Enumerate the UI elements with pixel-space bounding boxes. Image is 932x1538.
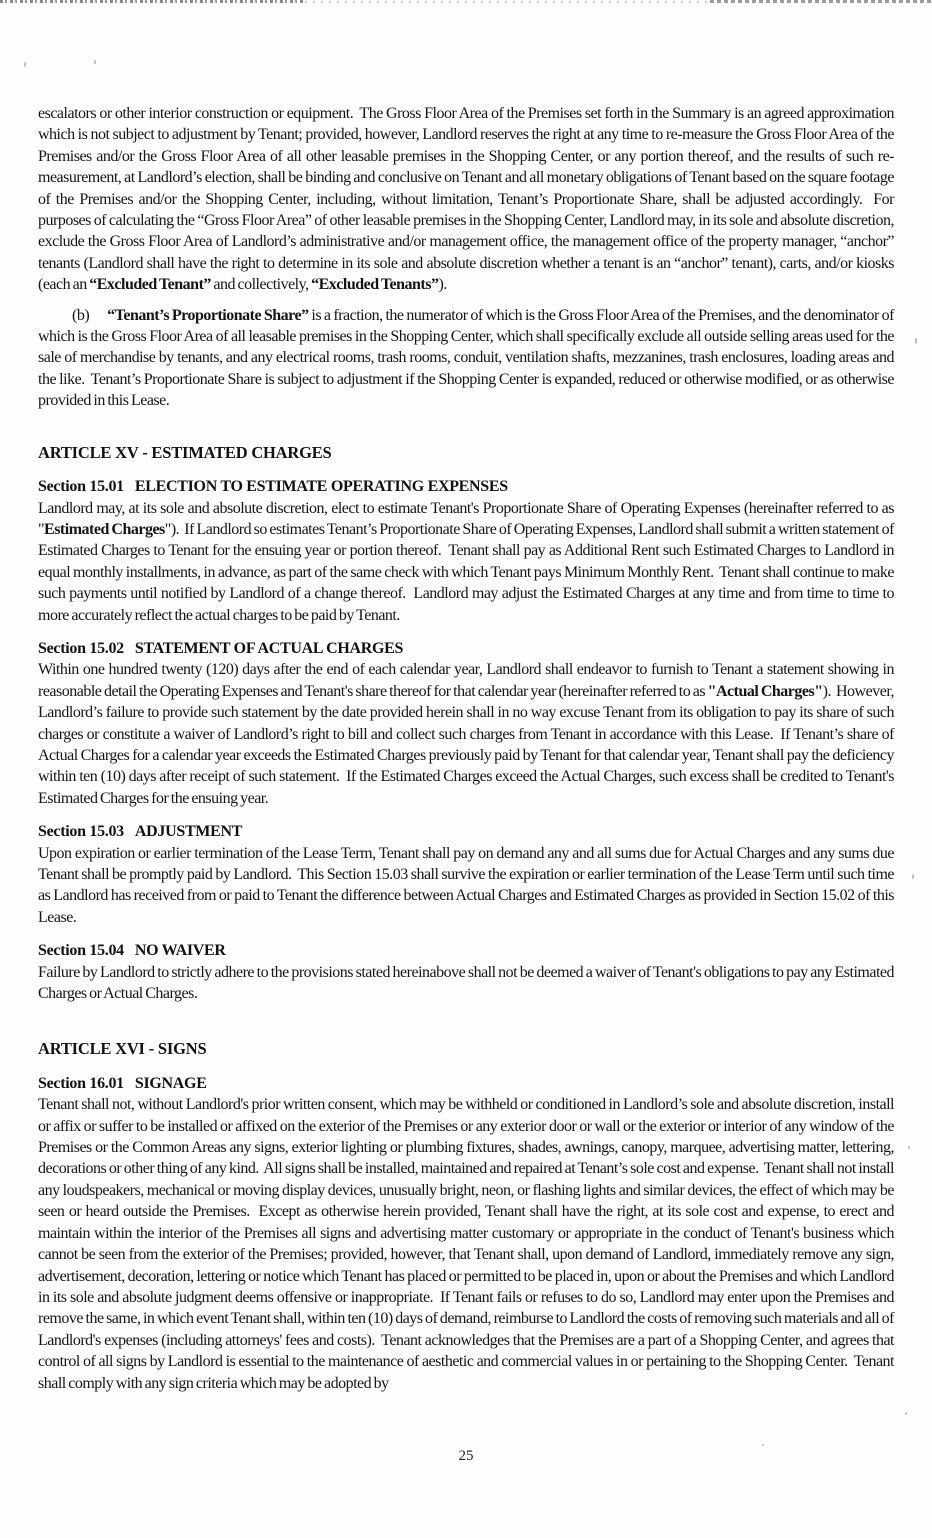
scan-speck: [762, 1444, 764, 1446]
body-text: Within one hundred twenty (120) days after the end of each calendar year, Landlord shall endeavor to furnish to Tenant a statement showing in reasonable detail the Operating Expenses and Tenant's share thereof for that calendar year (hereinafter referred to as: [38, 661, 894, 700]
section-16-01-body: Tenant shall not, without Landlord's prior written consent, which may be withheld or conditioned in Landlord’s sole and absolute discretion, install or affix or suffer to be installed or affixed on the exterior of the Premises or any exterior door or wall or the exterior or interior of any window of the Premises or the Common Areas any signs, exterior lighting or plumbing fixtures, shades, awnings, canopy, marquee, advertising matter, lettering, decorations or other thing of any kind. All signs shall be installed, maintained and repaired at Tenant’s sole cost and expense. Tenant shall not install any loudspeakers, mechanical or moving display devices, unusually bright, neon, or flashing lights and similar devices, the effect of which may be seen or heard outside the Premises. Except as otherwise herein provided, Tenant shall have the right, at its sole cost and expense, to erect and maintain within the interior of the Premises all signs and advertising matter customary or appropriate in the conduct of Tenant's business which cannot be seen from the exterior of the Premises; provided, however, that Tenant shall, upon demand of Landlord, immediately remove any sign, advertisement, decoration, lettering or notice which Tenant has placed or permitted to be placed in, upon or about the Premises and which Landlord in its sole and absolute judgment deems offensive or inappropriate. If Tenant fails or refuses to do so, Landlord may enter upon the Premises and remove the same, in which event Tenant shall, within ten (10) days of demand, reimburse to Landlord the costs of removing such materials and all of Landlord's expenses (including attorneys' fees and costs). Tenant acknowledges that the Premises are a part of a Shopping Center, and agrees that control of all signs by Landlord is essential to the maintenance of aesthetic and commercial values in or pertaining to the Shopping Center. Tenant shall comply with any sign criteria which may be adopted by: [38, 1096, 894, 1392]
section-16-01-heading: [38, 1073, 894, 1094]
page-content: [38, 103, 894, 1394]
section-title: ELECTION TO ESTIMATE OPERATING EXPENSES: [134, 478, 508, 496]
body-text: Landlord may, at its sole and absolute discretion, elect to estimate Tenant's Proportionate Share of Operating Expenses (hereinafter referred to as ": [38, 499, 894, 538]
section-15-04-body: Failure by Landlord to strictly adhere to the provisions stated hereinabove shall not be deemed a waiver of Tenant's obligations to pay any Estimated Charges or Actual Charges.: [38, 963, 894, 1003]
defined-term-estimated-charges: Estimated Charges: [44, 520, 165, 538]
paragraph-tenants-proportionate-share: [38, 305, 894, 412]
section-15-02-heading: [38, 638, 894, 659]
section-number: Section 15.02: [38, 639, 124, 657]
section-title: ADJUSTMENT: [134, 823, 243, 841]
article-xv-heading: ARTICLE XV - ESTIMATED CHARGES: [38, 442, 332, 462]
defined-term-actual-charges: "Actual Charges": [707, 682, 823, 700]
body-text: ).: [438, 276, 447, 294]
section-number: Section 16.01: [38, 1074, 124, 1092]
scan-speck: [23, 62, 26, 67]
scan-artifact-top-middle: [305, 1, 710, 3]
scan-artifact-top-left: [0, 0, 305, 3]
scan-speck: [94, 60, 97, 64]
section-15-01-heading: [38, 476, 894, 497]
body-text: escalators or other interior construction or equipment. The Gross Floor Area of the Premises set forth in the Summary is an agreed approximation which is not subject to adjustment by Tenant; provided, however, Landlord reserves the right at any time to re-measure the Gross Floor Area of the Premises and/or the Gross Floor Area of all other leasable premises in the Shopping Center, or any portion thereof, and the results of such re-measurement, at Landlord’s election, shall be binding and conclusive on Tenant and all monetary obligations of Tenant based on the square footage of the Premises and/or the Shopping Center, including, without limitation, Tenant’s Proportionate Share, shall be adjusted accordingly. For purposes of calculating the “Gross Floor Area” of other leasable premises in the Shopping Center, Landlord may, in its sole and absolute discretion, exclude the Gross Floor Area of Landlord’s administrative and/or management office, the management office of the property manager, “anchor” tenants (Landlord shall have the right to determine in its sole and absolute discretion whether a tenant is an “anchor” tenant), carts, and/or kiosks (each an: [38, 105, 894, 294]
scan-speck: [915, 338, 917, 344]
section-15-03-heading: [38, 821, 894, 842]
defined-term-excluded-tenants: “Excluded Tenants”: [311, 276, 439, 294]
article-xvi-heading: ARTICLE XVI - SIGNS: [38, 1039, 207, 1059]
section-title: NO WAIVER: [134, 942, 226, 960]
section-15-03-body: Upon expiration or earlier termination of the Lease Term, Tenant shall pay on demand any and all sums due for Actual Charges and any sums due Tenant shall be promptly paid by Landlord. This Section 15.03 shall survive the expiration or earlier termination of the Lease Term until such time as Landlord has received from or paid to Tenant the difference between Actual Charges and Estimated Charges as provided in Section 15.02 of this Lease.: [38, 844, 894, 926]
section-title: STATEMENT OF ACTUAL CHARGES: [134, 639, 404, 657]
page-number: 25: [458, 1448, 474, 1464]
body-text: "). If Landlord so estimates Tenant’s Proportionate Share of Operating Expenses, Landlord shall submit a written statement of Estimated Charges to Tenant for the ensuing year or portion thereof. Tenant shall pay as Additional Rent such Estimated Charges to Landlord in equal monthly installments, in advance, as part of the same check with which Tenant pays Minimum Monthly Rent. Tenant shall continue to make such payments until notified by Landlord of a change thereof. Landlord may adjust the Estimated Charges at any time and from time to time to more accurately reflect the actual charges to be paid by Tenant.: [38, 520, 894, 624]
section-15-02-body: [38, 659, 894, 809]
defined-term-tenants-proportionate-share: “Tenant’s Proportionate Share”: [107, 306, 309, 324]
body-text: ). However, Landlord’s failure to provide such statement by the date provided herein shall in no way excuse Tenant from its obligation to pay its share of such charges or constitute a waiver of Landlord’s right to bill and collect such charges from Tenant in accordance with this Lease. If Tenant’s share of Actual Charges for a calendar year exceeds the Estimated Charges previously paid by Tenant for that calendar year, Tenant shall pay the deficiency within ten (10) days after receipt of such statement. If the Estimated Charges exceed the Actual Charges, such excess shall be credited to Tenant's Estimated Charges for the ensuing year.: [38, 682, 895, 807]
scan-speck: [912, 874, 915, 879]
paragraph-gross-floor-area: [38, 103, 894, 296]
body-text: and collectively,: [210, 276, 312, 294]
defined-term-excluded-tenant: “Excluded Tenant”: [89, 276, 211, 294]
scan-artifact-top-right: [710, 0, 932, 3]
section-number: Section 15.04: [38, 942, 124, 960]
body-text: is a fraction, the numerator of which is the Gross Floor Area of the Premises, and the denominator of which is the Gross Floor Area of all leasable premises in the Shopping Center, which shall specifically exclude all outside selling areas used for the sale of merchandise by tenants, and any electrical rooms, trash rooms, conduit, ventilation shafts, mezzanines, trash enclosures, loading areas and the like. Tenant’s Proportionate Share is subject to adjustment if the Shopping Center is expanded, reduced or otherwise modified, or as otherwise provided in this Lease.: [38, 306, 895, 410]
section-title: SIGNAGE: [134, 1074, 207, 1092]
section-number: Section 15.03: [38, 823, 124, 841]
scan-speck: [908, 1146, 910, 1149]
clause-letter: (b): [72, 306, 90, 324]
section-15-04-heading: [38, 940, 894, 961]
section-15-01-body: [38, 498, 894, 626]
section-number: Section 15.01: [38, 478, 124, 496]
scan-speck: [905, 1412, 907, 1415]
